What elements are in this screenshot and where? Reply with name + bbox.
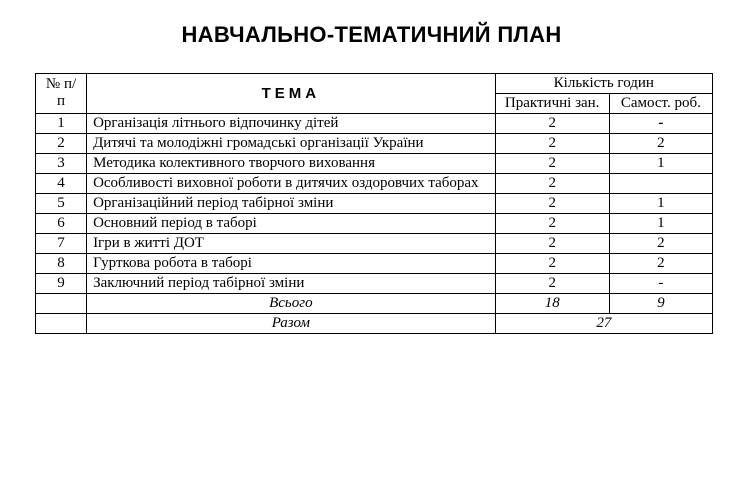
table-row <box>36 254 713 274</box>
table-row <box>36 234 713 254</box>
row-number: 4 <box>36 174 87 194</box>
row-practical: 2 <box>495 154 609 174</box>
row-self: 1 <box>609 194 712 214</box>
table-row <box>36 134 713 154</box>
table-row <box>36 274 713 294</box>
total-self: 9 <box>609 294 712 314</box>
row-topic: Гурткова робота в таборі <box>87 254 496 274</box>
table-row <box>36 194 713 214</box>
header-hours: Кількість годин <box>495 74 712 94</box>
row-practical: 2 <box>495 254 609 274</box>
row-self: - <box>609 114 712 134</box>
row-topic: Організація літнього відпочинку дітей <box>87 114 496 134</box>
grand-total-row <box>36 314 713 334</box>
row-number: 2 <box>36 134 87 154</box>
row-number: 7 <box>36 234 87 254</box>
row-practical: 2 <box>495 214 609 234</box>
row-number: 8 <box>36 254 87 274</box>
row-self: 2 <box>609 254 712 274</box>
row-number: 5 <box>36 194 87 214</box>
table-row <box>36 174 713 194</box>
row-self: 2 <box>609 234 712 254</box>
header-self: Самост. роб. <box>609 94 712 114</box>
row-self: - <box>609 274 712 294</box>
row-topic: Методика колективного творчого виховання <box>87 154 496 174</box>
row-self: 1 <box>609 154 712 174</box>
row-self <box>609 174 712 194</box>
header-no: № п/п <box>36 74 87 114</box>
header-row-1 <box>36 74 713 94</box>
total-practical: 18 <box>495 294 609 314</box>
row-topic: Організаційний період табірної зміни <box>87 194 496 214</box>
thematic-plan-table <box>35 73 713 334</box>
row-practical: 2 <box>495 194 609 214</box>
row-practical: 2 <box>495 234 609 254</box>
row-topic: Основний період в таборі <box>87 214 496 234</box>
total-label: Всього <box>87 294 496 314</box>
row-self: 2 <box>609 134 712 154</box>
page-title: НАВЧАЛЬНО-ТЕМАТИЧНИЙ ПЛАН <box>181 22 562 47</box>
total-row <box>36 294 713 314</box>
row-practical: 2 <box>495 274 609 294</box>
header-practical: Практичні зан. <box>495 94 609 114</box>
row-number: 3 <box>36 154 87 174</box>
row-topic: Заключний період табірної зміни <box>87 274 496 294</box>
row-number: 6 <box>36 214 87 234</box>
row-topic: Ігри в житті ДОТ <box>87 234 496 254</box>
grand-empty-cell <box>36 314 87 334</box>
table-row <box>36 154 713 174</box>
row-number: 1 <box>36 114 87 134</box>
row-practical: 2 <box>495 114 609 134</box>
row-self: 1 <box>609 214 712 234</box>
header-topic: ТЕМА <box>87 74 496 114</box>
row-topic: Дитячі та молодіжні громадські організації України <box>87 134 496 154</box>
table-row <box>36 114 713 134</box>
row-practical: 2 <box>495 174 609 194</box>
grand-value: 27 <box>495 314 712 334</box>
row-practical: 2 <box>495 134 609 154</box>
grand-label: Разом <box>87 314 496 334</box>
total-empty-cell <box>36 294 87 314</box>
row-topic: Особливості виховної роботи в дитячих оздоровчих таборах <box>87 174 496 194</box>
table-row <box>36 214 713 234</box>
row-number: 9 <box>36 274 87 294</box>
